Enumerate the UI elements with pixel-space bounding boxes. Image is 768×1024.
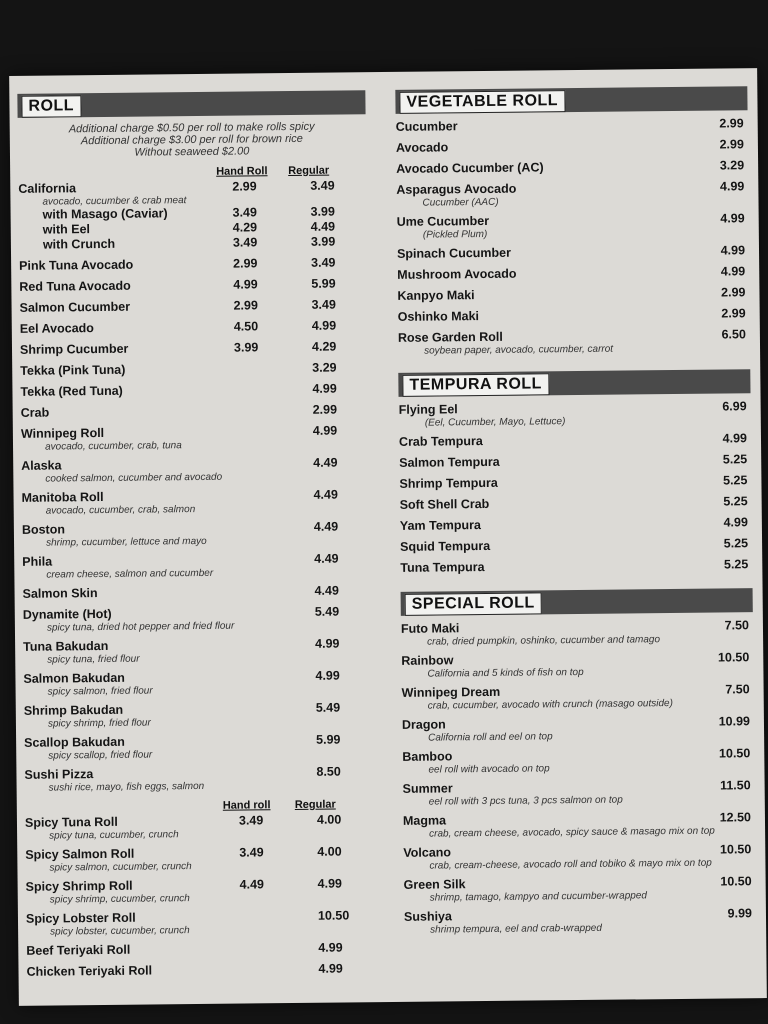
regular-price: 3.99 — [310, 234, 336, 249]
special-section-title: SPECIAL ROLL — [405, 592, 542, 615]
regular-price: 4.49 — [313, 519, 339, 534]
note-brown-rice: Additional charge $3.00 per roll for brown rice — [80, 132, 303, 148]
menu-item — [22, 551, 370, 587]
item-desc: shrimp, cucumber, lettuce and mayo — [45, 535, 207, 549]
roll-notes — [18, 120, 366, 160]
item-name: Red Tuna Avocado — [19, 278, 131, 294]
tempura-section-title: TEMPURA ROLL — [402, 373, 549, 397]
item-name: Shrimp Bakudan — [23, 702, 124, 718]
item-name: Salmon Skin — [22, 586, 98, 601]
hand-price: 4.99 — [233, 277, 258, 292]
regular-price: 4.29 — [311, 339, 337, 354]
item-name: Eel Avocado — [19, 321, 94, 336]
menu-item — [24, 700, 372, 736]
hand-price: 4.29 — [232, 220, 258, 235]
item-name: Tuna Bakudan — [23, 638, 109, 654]
item-name: Dragon — [401, 717, 446, 732]
item-name: Spicy Lobster Roll — [25, 910, 136, 926]
item-name: Avocado — [395, 140, 449, 155]
regular-price: 4.49 — [314, 551, 339, 566]
item-desc: avocado, cucumber, crab, tuna — [44, 440, 182, 453]
item-desc: spicy tuna, dried hot pepper and fried flour — [46, 620, 235, 634]
item-desc: crab, cream-cheese, avocado roll and tobiko & mayo mix on top — [429, 857, 712, 872]
item-desc: spicy shrimp, cucumber, crunch — [49, 893, 190, 906]
regular-price: 4.00 — [316, 812, 342, 827]
item-name: Sushiya — [403, 909, 452, 924]
item-name: Crab Tempura — [398, 434, 483, 449]
item-price: 5.25 — [723, 473, 748, 488]
item-name: Soft Shell Crab — [399, 496, 490, 512]
menu-item — [21, 455, 369, 491]
item-price: 9.99 — [727, 906, 753, 921]
item-desc: cream cheese, salmon and cucumber — [46, 567, 214, 581]
special-header-bar — [401, 588, 753, 616]
item-name: with Crunch — [42, 236, 116, 252]
item-desc: (Eel, Cucumber, Mayo, Lettuce) — [424, 416, 566, 429]
item-name: Tekka (Red Tuna) — [20, 383, 123, 399]
menu-item — [24, 764, 372, 800]
item-price: 4.99 — [719, 179, 745, 194]
item-desc: sushi rice, mayo, fish eggs, salmon — [48, 780, 205, 794]
item-price: 10.99 — [718, 714, 751, 729]
item-name: Boston — [21, 522, 66, 537]
item-name: Summer — [402, 781, 453, 796]
item-desc: crab, cucumber, avocado with crunch (masago outside) — [427, 698, 673, 712]
item-price: 2.99 — [721, 306, 746, 321]
item-name: Spicy Tuna Roll — [24, 814, 118, 830]
item-name: Squid Tempura — [400, 538, 491, 554]
menu-item — [403, 842, 755, 878]
item-name: Kanpyo Maki — [397, 288, 475, 303]
item-desc: cooked salmon, cucumber and avocado — [45, 471, 223, 485]
item-name: Spinach Cucumber — [396, 245, 512, 261]
item-name: Beef Teriyaki Roll — [26, 942, 131, 958]
regular-price: 5.49 — [315, 700, 341, 715]
item-desc: spicy shrimp, fried flour — [47, 717, 151, 730]
item-name: Alaska — [21, 458, 62, 473]
menu-item — [399, 399, 751, 435]
note-seaweed: Without seaweed $2.00 — [134, 145, 250, 159]
regular-price: 5.49 — [314, 604, 340, 619]
menu-item — [25, 844, 373, 880]
regular-price: 2.99 — [312, 402, 338, 417]
item-name: Salmon Tempura — [399, 454, 500, 470]
item-name: Bamboo — [402, 749, 453, 764]
hand-price: 2.99 — [233, 256, 258, 271]
regular-price: 4.49 — [314, 583, 339, 598]
regular-price: 4.49 — [313, 487, 338, 502]
item-price: 6.50 — [721, 327, 746, 342]
menu-item — [23, 604, 371, 640]
item-price: 2.99 — [719, 137, 744, 152]
item-price: 4.99 — [720, 211, 745, 226]
right-column — [395, 86, 756, 942]
item-desc: spicy salmon, cucumber, crunch — [49, 861, 192, 874]
item-desc: spicy salmon, fried flour — [47, 685, 153, 698]
item-name: with Eel — [42, 222, 91, 237]
menu-item — [401, 650, 753, 686]
roll-column — [17, 90, 374, 986]
menu-item — [397, 211, 749, 247]
item-name: with Masago (Caviar) — [42, 206, 168, 222]
regular-price: 10.50 — [317, 908, 350, 923]
item-price: 10.50 — [720, 874, 752, 889]
item-name: Shrimp Cucumber — [19, 341, 129, 357]
hand-price: 3.99 — [233, 340, 259, 355]
vegetable-section-title: VEGETABLE ROLL — [399, 90, 565, 114]
menu-item — [21, 487, 369, 523]
item-price: 11.50 — [719, 778, 751, 793]
item-price: 12.50 — [719, 810, 752, 825]
hand-price: 2.99 — [233, 298, 258, 313]
item-desc: spicy lobster, cucumber, crunch — [50, 925, 190, 938]
hand-price: 3.49 — [238, 813, 264, 828]
regular-price: 4.99 — [318, 961, 343, 976]
item-name: Scallop Bakudan — [24, 734, 125, 750]
item-name: Manitoba Roll — [21, 489, 104, 505]
menu-item — [401, 618, 753, 654]
hand-price: 4.49 — [239, 877, 265, 892]
regular-price: 3.49 — [311, 297, 336, 312]
item-name: Dynamite (Hot) — [22, 606, 112, 622]
menu-item — [21, 423, 369, 459]
item-price: 7.50 — [725, 682, 750, 697]
menu-item — [25, 812, 373, 848]
item-name: Rainbow — [401, 653, 454, 668]
menu-item-california — [18, 178, 366, 208]
hand-price: 4.50 — [233, 319, 259, 334]
item-price: 5.25 — [723, 557, 749, 572]
item-price: 2.99 — [721, 285, 746, 300]
item-desc: crab, dried pumpkin, oshinko, cucumber and tamago — [427, 634, 661, 648]
item-desc: Cucumber (AAC) — [422, 196, 499, 209]
menu-item — [26, 908, 374, 944]
menu-item — [404, 874, 756, 910]
item-price: 10.50 — [719, 842, 752, 857]
item-name: Chicken Teriyaki Roll — [26, 963, 153, 979]
item-name: Phila — [22, 554, 53, 569]
hand-roll-header: Hand Roll — [216, 165, 268, 178]
item-price: 4.99 — [720, 264, 746, 279]
hand-roll-header-2: Hand roll — [222, 799, 271, 812]
menu-item — [23, 636, 371, 672]
menu-item — [22, 519, 370, 555]
item-price: 4.99 — [723, 515, 748, 530]
item-name: Oshinko Maki — [397, 309, 480, 324]
item-name: Cucumber — [395, 119, 458, 134]
regular-price: 3.49 — [311, 255, 336, 270]
item-name: Tuna Tempura — [400, 559, 485, 575]
item-name: Asparagus Avocado — [396, 181, 517, 197]
item-name: Crab — [20, 405, 50, 420]
item-name: Shrimp Tempura — [399, 475, 498, 491]
item-name: Pink Tuna Avocado — [19, 257, 134, 273]
regular-price: 5.99 — [316, 732, 341, 747]
item-price: 7.50 — [724, 618, 750, 633]
vegetable-header-bar — [395, 86, 747, 114]
tempura-header-bar — [398, 369, 750, 397]
item-name: Salmon Bakudan — [23, 670, 125, 686]
item-desc: eel roll with avocado on top — [428, 763, 550, 776]
item-desc: (Pickled Plum) — [422, 228, 488, 241]
item-desc: crab, cream cheese, avocado, spicy sauce & masago mix on top — [429, 825, 715, 840]
regular-price: 4.99 — [317, 876, 343, 891]
item-name: Ume Cucumber — [396, 213, 490, 229]
regular-price: 3.99 — [310, 204, 336, 219]
regular-price: 3.29 — [312, 360, 337, 375]
regular-price: 5.99 — [311, 276, 336, 291]
note-spicy: Additional charge $0.50 per roll to make rolls spicy — [68, 120, 315, 136]
menu-item — [398, 327, 750, 363]
hand-price: 2.99 — [232, 179, 257, 194]
item-desc: shrimp, tamago, kampyo and cucumber-wrapped — [429, 890, 647, 904]
item-desc: soybean paper, avocado, cucumber, carrot — [423, 343, 614, 357]
menu-item — [396, 179, 748, 215]
menu-item — [403, 778, 755, 814]
item-name: Salmon Cucumber — [19, 299, 131, 315]
regular-header-2: Regular — [294, 798, 336, 811]
item-name: Flying Eel — [398, 402, 458, 417]
menu-item — [26, 961, 374, 986]
item-name: Rose Garden Roll — [397, 329, 503, 345]
item-price: 5.25 — [723, 494, 748, 509]
menu-item — [402, 682, 754, 718]
roll-header-bar — [17, 90, 365, 118]
item-name: Winnipeg Dream — [401, 684, 501, 700]
regular-price: 4.99 — [312, 381, 337, 396]
item-name: Winnipeg Roll — [20, 425, 105, 441]
item-name: Sushi Pizza — [24, 767, 94, 782]
regular-price: 4.49 — [313, 455, 338, 470]
menu-item — [402, 714, 754, 750]
regular-price: 4.00 — [317, 844, 342, 859]
item-desc: avocado, cucumber & crab meat — [42, 195, 187, 208]
regular-price: 8.50 — [316, 764, 341, 779]
hand-price: 3.49 — [239, 845, 264, 860]
regular-price: 4.99 — [318, 940, 343, 955]
item-name: Spicy Salmon Roll — [25, 846, 135, 862]
regular-price: 4.49 — [310, 219, 336, 234]
regular-price: 4.99 — [315, 636, 340, 651]
regular-header: Regular — [288, 164, 330, 178]
item-name: California — [18, 181, 77, 196]
item-name: Magma — [402, 813, 447, 828]
item-name: Mushroom Avocado — [397, 266, 517, 282]
item-name: Volcano — [403, 845, 452, 860]
hand-price: 3.49 — [232, 235, 258, 250]
item-price: 2.99 — [719, 116, 744, 131]
menu-page — [9, 68, 767, 1006]
menu-item — [402, 746, 754, 782]
item-price: 4.99 — [720, 243, 746, 258]
item-desc: California and 5 kinds of fish on top — [427, 666, 584, 680]
item-price: 4.99 — [722, 431, 748, 446]
item-desc: spicy tuna, fried flour — [47, 653, 140, 666]
regular-price: 4.99 — [311, 318, 337, 333]
item-desc: shrimp tempura, eel and crab-wrapped — [430, 922, 602, 936]
item-desc: avocado, cucumber, crab, salmon — [45, 504, 196, 517]
item-price: 5.25 — [723, 536, 749, 551]
menu-item — [403, 810, 755, 846]
item-name: Tekka (Pink Tuna) — [20, 362, 126, 378]
regular-price: 4.99 — [312, 423, 338, 438]
item-price: 5.25 — [722, 452, 748, 467]
item-desc: eel roll with 3 pcs tuna, 3 pcs salmon on top — [428, 794, 623, 808]
item-name: Yam Tempura — [399, 518, 482, 533]
item-price: 3.29 — [719, 158, 745, 173]
menu-item — [23, 668, 371, 704]
item-name: Avocado Cucumber (AC) — [396, 160, 544, 176]
regular-price: 4.99 — [315, 668, 340, 683]
item-desc: spicy tuna, cucumber, crunch — [49, 829, 179, 842]
item-price: 6.99 — [722, 399, 747, 414]
item-name: Spicy Shrimp Roll — [25, 878, 133, 894]
item-price: 10.50 — [717, 650, 750, 665]
menu-item — [24, 732, 372, 768]
menu-item — [404, 906, 756, 942]
item-desc: California roll and eel on top — [428, 731, 553, 744]
hand-price: 3.49 — [232, 205, 258, 220]
menu-item — [26, 876, 374, 912]
menu-item — [400, 557, 752, 582]
item-name: Green Silk — [403, 877, 466, 892]
item-price: 10.50 — [718, 746, 751, 761]
regular-price: 3.49 — [310, 178, 335, 193]
item-name: Futo Maki — [400, 621, 460, 636]
item-desc: spicy scallop, fried flour — [48, 749, 153, 762]
roll-section-title: ROLL — [21, 95, 81, 118]
